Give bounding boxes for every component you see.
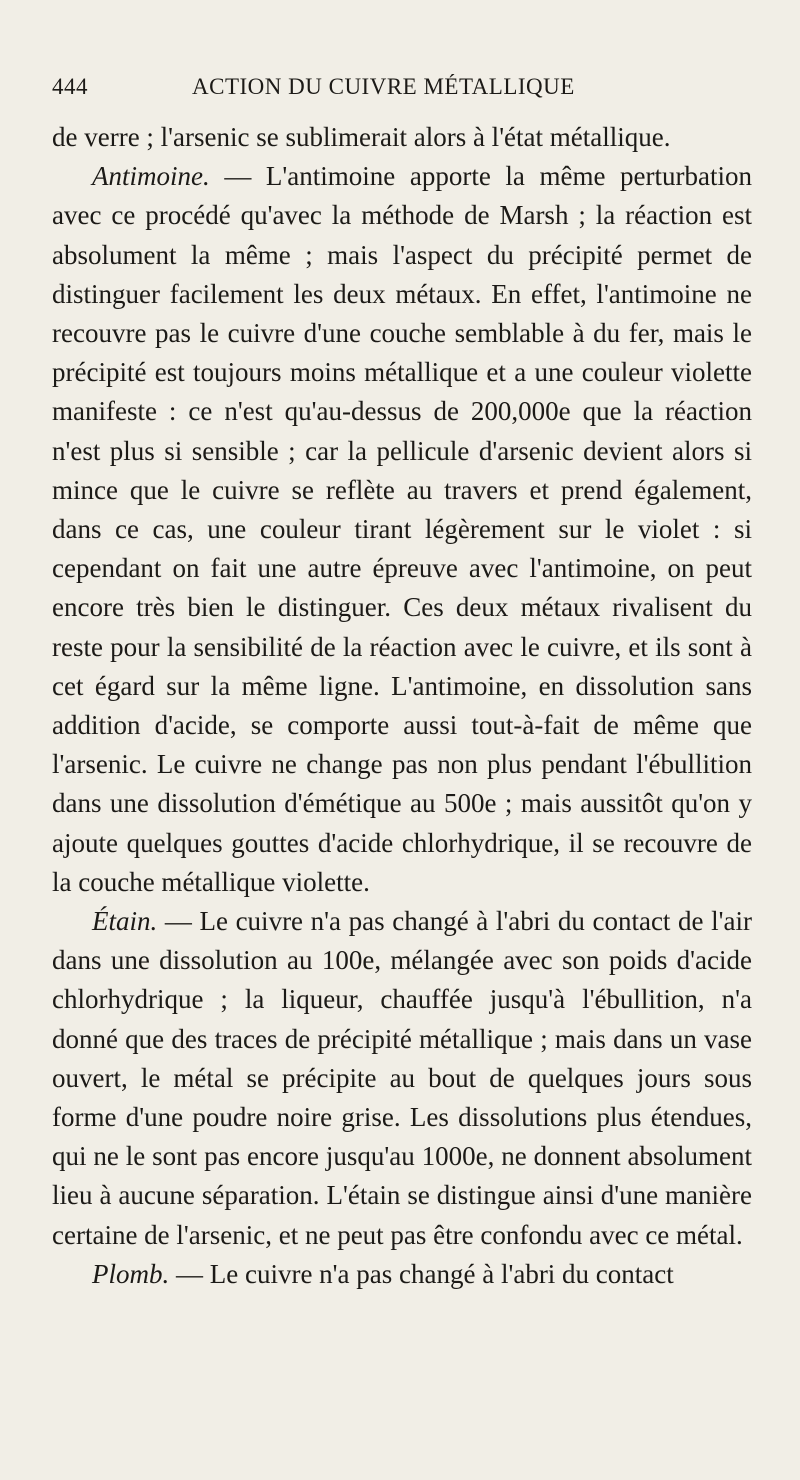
paragraph-text: — Le cuivre n'a pas changé à l'abri du contact de l'air dans une dissolution au 100e, mélangée avec son poids d'acide chlorhydrique ; la liqueur, chauffée jusqu'à l'ébullition, n'a donné que des traces de précipité métallique ; mais dans un vase ouvert, le métal se précipite au bout de quelques jours sous forme d'une poudre noire grise. Les dissolutions plus étendues, qui ne le sont pas encore jusqu'au 1000e, ne donnent absolument lieu à aucune séparation. L'étain se distingue ainsi d'une manière certaine de l'arsenic, et ne peut pas être confondu avec ce métal. xyxy=(52,906,752,1250)
body-text xyxy=(52,118,752,1294)
section-lead: Étain. xyxy=(92,906,158,937)
paragraph-continuation xyxy=(52,118,752,157)
page-number: 444 xyxy=(52,74,88,99)
running-title: ACTION DU CUIVRE MÉTALLIQUE xyxy=(192,74,575,99)
paragraph-text: — Le cuivre n'a pas changé à l'abri du contact xyxy=(169,1258,674,1289)
paragraph-etain xyxy=(52,902,752,1255)
paragraph-plomb xyxy=(52,1255,752,1294)
paragraph-antimoine xyxy=(52,157,752,902)
paragraph-text: de verre ; l'arsenic se sublimerait alors à l'état métallique. xyxy=(52,122,671,152)
section-lead: Antimoine. xyxy=(92,161,210,192)
section-lead: Plomb. xyxy=(92,1258,170,1289)
running-head xyxy=(52,74,752,114)
paragraph-text: — L'antimoine apporte la même perturbation avec ce procédé qu'avec la méthode de Marsh ; la réaction est absolument la même ; mais l'aspect du précipité permet de distinguer facilement les deux métaux. En effet, l'antimoine ne recouvre pas le cuivre d'une couche semblable à du fer, mais le précipité est toujours moins métallique et a une couleur violette manifeste : ce n'est qu'au-dessus de 200,000e que la réaction n'est plus si sensible ; car la pellicule d'arsenic devient alors si mince que le cuivre se reflète au travers et prend également, dans ce cas, une couleur tirant légèrement sur le violet : si cependant on fait une autre épreuve avec l'antimoine, on peut encore très bien le distinguer. Ces deux métaux rivalisent du reste pour la sensibilité de la réaction avec le cuivre, et ils sont à cet égard sur la même ligne. L'antimoine, en dissolution sans addition d'acide, se comporte aussi tout-à-fait de même que l'arsenic. Le cuivre ne change pas non plus pendant l'ébullition dans une dissolution d'émétique au 500e ; mais aussitôt qu'on y ajoute quelques gouttes d'acide chlorhydrique, il se recouvre de la couche métallique violette. xyxy=(52,161,752,897)
